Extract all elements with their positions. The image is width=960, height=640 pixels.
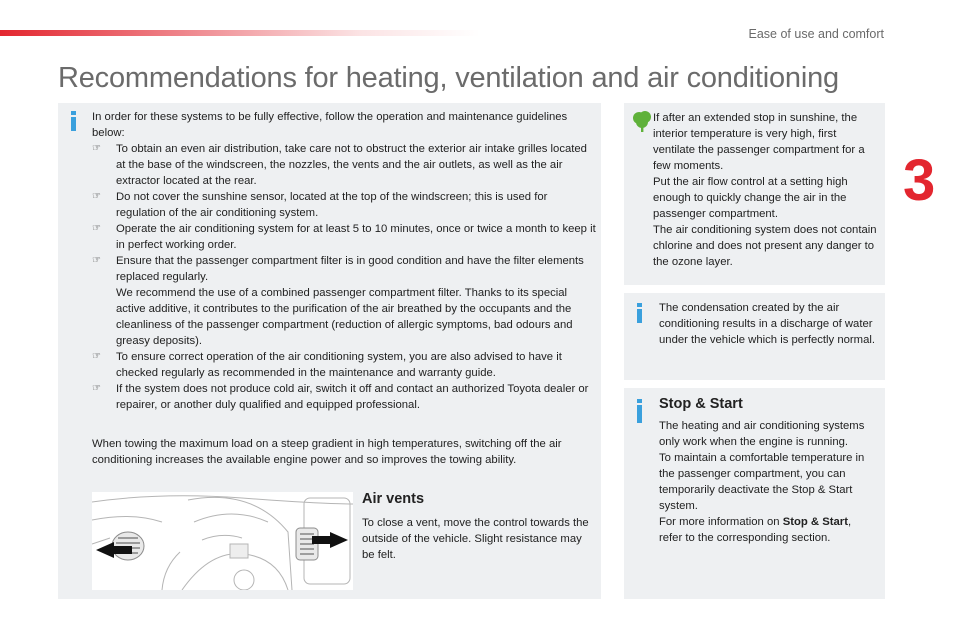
condensation-text: The condensation created by the air conditioning results in a discharge of water under the vehicle which is perfectly normal. [659,302,875,346]
pointing-hand-icon: ☞ [92,223,101,234]
stop-start-text: The heating and air conditioning systems only work when the engine is running. To maintain a comfortable temperature in the passenger compartment, you can temporarily deactivate the Stop & Start system. For more information on Stop & Start, refer to the corresponding section. [659,420,865,544]
stop-start-heading: Stop & Start [659,396,743,412]
list-item: ☞ Ensure that the passenger compartment filter is in good condition and have the filter elements replaced regularly. We recommend the use of a combined passenger compartment filter. Thanks to its special active additive, it contributes to the purification of the air breathed by the occupants and the cleanliness of the passenger compartment (reduction of allergic symptoms, bad odours and greasy deposits). [92,255,584,347]
pointing-hand-icon: ☞ [92,191,101,202]
list-item: ☞ To ensure correct operation of the air conditioning system, you are also advised to have it checked regularly as recommended in the maintenance and warranty guide. [92,351,562,379]
list-item: ☞ If the system does not produce cold air, switch it off and contact an authorized Toyota dealer or repairer, or another duly qualified and equipped professional. [92,383,589,411]
pointing-hand-icon: ☞ [92,351,101,362]
pointing-hand-icon: ☞ [92,383,101,394]
list-item: ☞ Do not cover the sunshine sensor, located at the top of the windscreen; this is used for regulation of the air conditioning system. [92,191,548,219]
page-title: Recommendations for heating, ventilation and air conditioning [58,62,839,94]
pointing-hand-icon: ☞ [92,255,101,266]
dashboard-vents-illustration [92,492,353,590]
towing-note: When towing the maximum load on a steep gradient in high temperatures, switching off the air conditioning increases the available engine power and so improves the towing ability. [92,438,562,466]
section-title: Ease of use and comfort [748,27,884,41]
info-icon [635,399,644,423]
air-vents-text: To close a vent, move the control towards the outside of the vehicle. Slight resistance may be felt. [362,517,589,561]
sunshine-advice-text: If after an extended stop in sunshine, the interior temperature is very high, first ventilate the passenger compartment for a few moments. Put the air flow control at a setting high enough to quickly change the air in the passenger compartment. The air conditioning system does not contain chlorine and does not present any danger to the ozone layer. [653,112,877,268]
info-icon [69,111,78,131]
intro-text: In order for these systems to be fully effective, follow the operation and maintenance guidelines below: [92,111,568,139]
air-vents-heading: Air vents [362,491,425,507]
header-accent-bar [0,30,480,36]
recommendation-list [92,141,597,413]
eco-tree-icon [631,110,653,132]
info-icon [635,303,644,323]
list-item: ☞ To obtain an even air distribution, take care not to obstruct the exterior air intake grilles located at the base of the windscreen, the nozzles, the vents and the air outlets, as well as the air extractor located at the rear. [92,143,587,187]
chapter-number: 3 [903,148,936,213]
list-item: ☞ Operate the air conditioning system for at least 5 to 10 minutes, once or twice a month to keep it in perfect working order. [92,223,596,251]
pointing-hand-icon: ☞ [92,143,101,154]
filter-note: We recommend the use of a combined passenger compartment filter. Thanks to its special active additive, it contributes to the purification of the air breathed by the occupants and the cleanliness of the passenger compartment (reduction of allergic symptoms, bad odours and greasy deposits). [116,287,573,347]
stop-start-reference: Stop & Start [782,516,848,528]
dashboard-drawing [92,492,353,590]
